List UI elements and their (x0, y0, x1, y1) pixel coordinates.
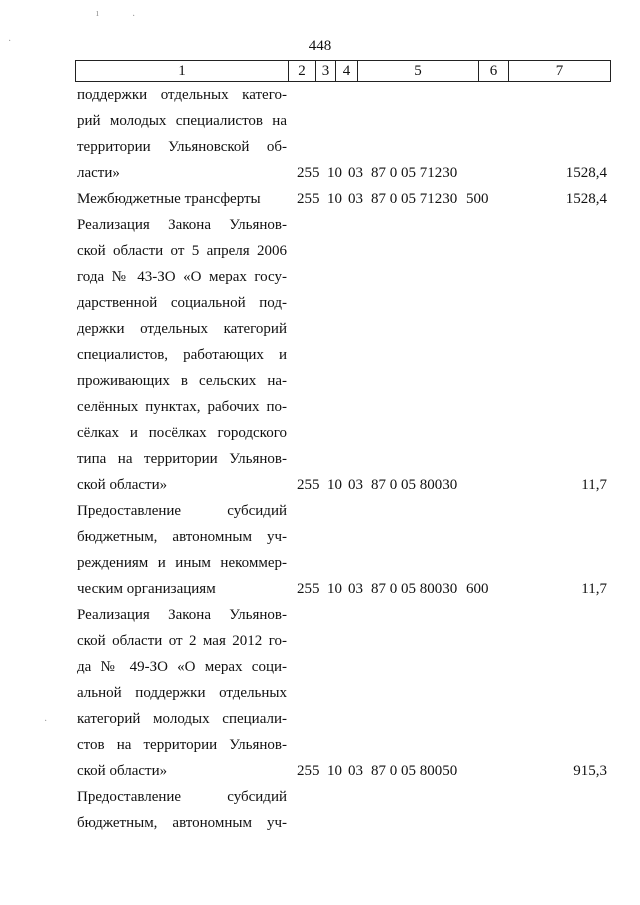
row-description-line: типа на территории Ульянов- (77, 451, 287, 467)
code-section: 10 (327, 477, 342, 493)
row-description-line: проживающих в сельских на- (77, 373, 287, 389)
code-target-article: 87 0 05 71230 (371, 165, 458, 181)
row-description-line: рий молодых специалистов на (77, 113, 287, 129)
header-col-5: 5 (358, 61, 479, 82)
code-section: 10 (327, 165, 342, 181)
row-description-line: ласти» (77, 165, 120, 181)
header-col-1: 1 (76, 61, 289, 82)
code-grbs: 255 (297, 165, 320, 181)
row-description-line: Реализация Закона Ульянов- (77, 217, 287, 233)
header-col-4: 4 (336, 61, 358, 82)
row-description-line: да № 49-ЗО «О мерах соци- (77, 659, 287, 675)
row-description-line: альной поддержки отдельных (77, 685, 287, 701)
table-row (0, 784, 640, 836)
code-subsection: 03 (348, 763, 363, 779)
code-section: 10 (327, 581, 342, 597)
code-section: 10 (327, 763, 342, 779)
row-description-line: Предоставление субсидий (77, 789, 287, 805)
scan-speck: · (44, 716, 48, 727)
scan-speck: ı (96, 8, 99, 19)
scan-speck: · (8, 36, 12, 47)
code-subsection: 03 (348, 581, 363, 597)
header-col-7: 7 (509, 61, 611, 82)
header-row (76, 61, 611, 82)
page-number: 448 (308, 38, 332, 54)
code-target-article: 87 0 05 80030 (371, 581, 458, 597)
row-description-line: ской области от 2 мая 2012 го- (77, 633, 287, 649)
row-description-line: Реализация Закона Ульянов- (77, 607, 287, 623)
row-description-line: специалистов, работающих и (77, 347, 287, 363)
row-description-line: ческим организациям (77, 581, 216, 597)
code-grbs: 255 (297, 581, 320, 597)
code-expense-type: 600 (466, 581, 489, 597)
row-description-line: ской области» (77, 477, 168, 493)
header-col-6: 6 (479, 61, 509, 82)
header-col-3: 3 (316, 61, 336, 82)
table-row (0, 212, 640, 498)
row-description-line: селённых пунктах, рабочих по- (77, 399, 287, 415)
code-grbs: 255 (297, 191, 320, 207)
amount: 915,3 (573, 763, 607, 779)
row-description-line: дарственной социальной под- (77, 295, 287, 311)
code-subsection: 03 (348, 191, 363, 207)
amount: 1528,4 (565, 165, 607, 181)
code-target-article: 87 0 05 71230 (371, 191, 458, 207)
table-row (0, 82, 640, 186)
amount: 1528,4 (565, 191, 607, 207)
row-description-line: территории Ульяновской об- (77, 139, 287, 155)
row-description-line: ской области» (77, 763, 168, 779)
row-description-line: держки отдельных категорий (77, 321, 287, 337)
code-subsection: 03 (348, 477, 363, 493)
table-row (0, 602, 640, 784)
row-description-line: сёлках и посёлках городского (77, 425, 287, 441)
code-expense-type: 500 (466, 191, 489, 207)
budget-rows (0, 82, 640, 836)
row-description-line: поддержки отдельных катего- (77, 87, 287, 103)
amount: 11,7 (581, 581, 607, 597)
row-description-line: реждениям и иным некоммер- (77, 555, 287, 571)
row-description-line: бюджетным, автономным уч- (77, 529, 287, 545)
row-description-line: бюджетным, автономным уч- (77, 815, 287, 831)
amount: 11,7 (581, 477, 607, 493)
row-description-line: Межбюджетные трансферты (77, 191, 261, 207)
row-description-line: категорий молодых специали- (77, 711, 287, 727)
code-subsection: 03 (348, 165, 363, 181)
row-description-line: года № 43-ЗО «О мерах госу- (77, 269, 287, 285)
code-grbs: 255 (297, 477, 320, 493)
table-row (0, 498, 640, 602)
code-grbs: 255 (297, 763, 320, 779)
row-description-line: ской области от 5 апреля 2006 (77, 243, 287, 259)
column-header-table (75, 60, 611, 82)
code-section: 10 (327, 191, 342, 207)
scan-speck: · (132, 11, 136, 22)
header-col-2: 2 (289, 61, 316, 82)
row-description-line: Предоставление субсидий (77, 503, 287, 519)
table-row (0, 186, 640, 212)
row-description-line: стов на территории Ульянов- (77, 737, 287, 753)
code-target-article: 87 0 05 80030 (371, 477, 458, 493)
code-target-article: 87 0 05 80050 (371, 763, 458, 779)
